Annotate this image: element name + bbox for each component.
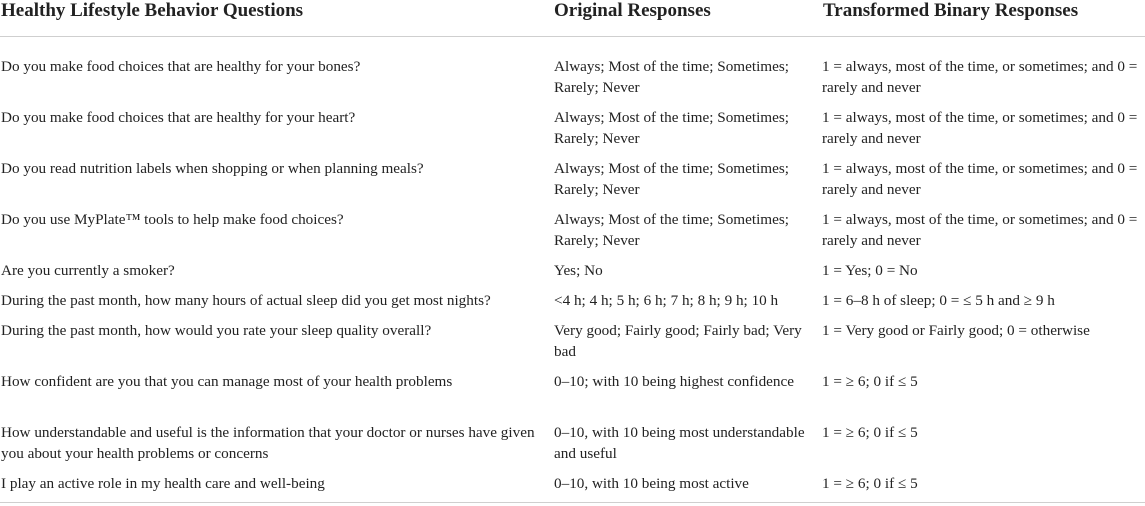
table-bottom-rule — [0, 502, 1145, 503]
question-cell: Do you read nutrition labels when shopping or when planning meals? — [1, 160, 424, 177]
table-row — [0, 260, 1145, 290]
table-header — [0, 0, 1145, 37]
transformed-response-cell: 1 = always, most of the time, or sometimes; and 0 = rarely and never — [822, 160, 1138, 198]
transformed-response-cell: 1 = always, most of the time, or sometimes; and 0 = rarely and never — [822, 58, 1138, 96]
question-cell: Are you currently a smoker? — [1, 262, 175, 279]
header-questions: Healthy Lifestyle Behavior Questions — [0, 0, 553, 37]
question-cell: Do you make food choices that are healthy for your heart? — [1, 109, 356, 126]
table-row — [0, 422, 1145, 473]
transformed-response-cell: 1 = 6–8 h of sleep; 0 = ≤ 5 h and ≥ 9 h — [822, 292, 1055, 309]
transformed-response-cell: 1 = ≥ 6; 0 if ≤ 5 — [822, 424, 918, 441]
question-cell: Do you make food choices that are healthy for your bones? — [1, 58, 361, 75]
table-row — [0, 290, 1145, 320]
original-response-cell: <4 h; 4 h; 5 h; 6 h; 7 h; 8 h; 9 h; 10 h — [554, 292, 779, 309]
transformed-response-cell: 1 = always, most of the time, or sometimes; and 0 = rarely and never — [822, 109, 1138, 147]
transformed-response-cell: 1 = always, most of the time, or sometimes; and 0 = rarely and never — [822, 211, 1138, 249]
table-row — [0, 371, 1145, 422]
table-body — [0, 37, 1145, 500]
table-row — [0, 107, 1145, 158]
question-cell: How understandable and useful is the information that your doctor or nurses have given you about your health problems or concerns — [1, 424, 535, 462]
transformed-response-cell: 1 = Yes; 0 = No — [822, 262, 918, 279]
table-row — [0, 473, 1145, 499]
header-row — [0, 0, 1145, 37]
transformed-response-cell: 1 = ≥ 6; 0 if ≤ 5 — [822, 475, 918, 492]
question-cell: Do you use MyPlate™ tools to help make food choices? — [1, 211, 344, 228]
table-row — [0, 209, 1145, 260]
original-response-cell: Always; Most of the time; Sometimes; Rarely; Never — [554, 58, 789, 96]
transformed-response-cell: 1 = Very good or Fairly good; 0 = otherwise — [822, 322, 1090, 339]
original-response-cell: Always; Most of the time; Sometimes; Rarely; Never — [554, 109, 789, 147]
question-cell: During the past month, how would you rate your sleep quality overall? — [1, 322, 432, 339]
header-original-responses: Original Responses — [553, 0, 821, 37]
question-cell: I play an active role in my health care and well-being — [1, 475, 325, 492]
original-response-cell: 0–10, with 10 being most active — [554, 475, 749, 492]
original-response-cell: 0–10, with 10 being most understandable and useful — [554, 424, 805, 462]
table-row — [0, 320, 1145, 371]
original-response-cell: Very good; Fairly good; Fairly bad; Very bad — [554, 322, 802, 360]
question-cell: How confident are you that you can manage most of your health problems — [1, 373, 453, 390]
table-row — [0, 158, 1145, 209]
table-row — [0, 37, 1145, 108]
header-transformed-responses: Transformed Binary Responses — [821, 0, 1145, 37]
original-response-cell: Always; Most of the time; Sometimes; Rarely; Never — [554, 211, 789, 249]
transformed-response-cell: 1 = ≥ 6; 0 if ≤ 5 — [822, 373, 918, 390]
original-response-cell: 0–10; with 10 being highest confidence — [554, 373, 794, 390]
original-response-cell: Always; Most of the time; Sometimes; Rarely; Never — [554, 160, 789, 198]
original-response-cell: Yes; No — [554, 262, 603, 279]
question-cell: During the past month, how many hours of actual sleep did you get most nights? — [1, 292, 491, 309]
